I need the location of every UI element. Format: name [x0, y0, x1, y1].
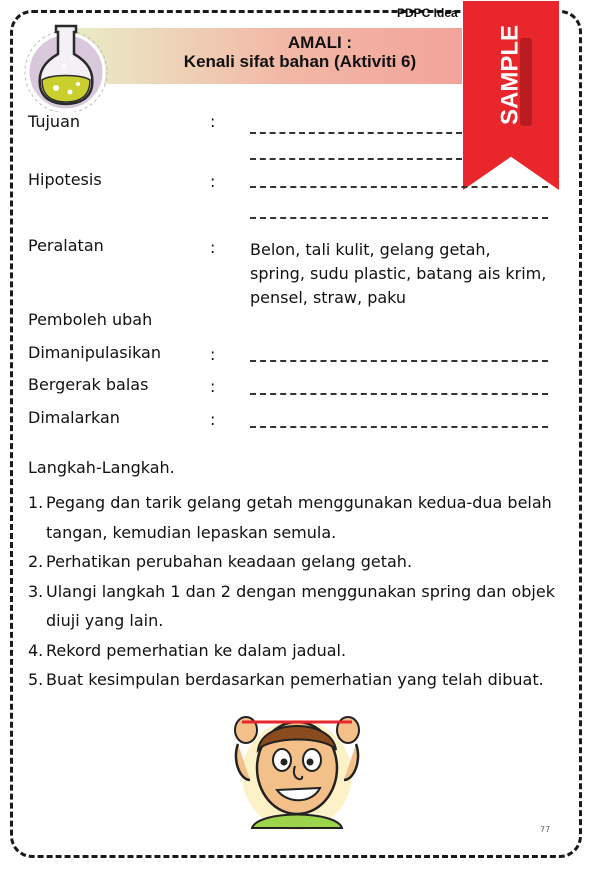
banner-subtitle: Kenali sifat bahan (Aktiviti 6) — [183, 52, 417, 71]
peralatan-colon: : — [210, 238, 216, 257]
hipotesis-label: Hipotesis — [28, 170, 102, 189]
sample-watermark: SAMPLE — [496, 24, 524, 126]
bergerak-balas-colon: : — [210, 377, 216, 396]
tujuan-line-1[interactable] — [250, 132, 462, 134]
dimalarkan-colon: : — [210, 410, 216, 429]
peralatan-label: Peralatan — [28, 236, 104, 255]
dimanipulasikan-colon: : — [210, 345, 216, 364]
list-item: 5. Buat kesimpulan berdasarkan pemerhatian yang telah dibuat. — [28, 670, 544, 689]
tujuan-colon: : — [210, 112, 216, 131]
bergerak-balas-line[interactable] — [250, 393, 548, 395]
page-number: 77 — [540, 825, 551, 834]
dimanipulasikan-label: Dimanipulasikan — [28, 343, 161, 362]
steps-list — [28, 488, 573, 695]
banner-title: AMALI : — [287, 33, 353, 52]
bergerak-balas-label: Bergerak balas — [28, 375, 149, 394]
peralatan-value: Belon, tali kulit, gelang getah, spring, sudu plastic, batang ais krim, pensel, straw, paku — [250, 240, 547, 307]
dimalarkan-label: Dimalarkan — [28, 408, 120, 427]
list-item: 4. Rekord pemerhatian ke dalam jadual. — [28, 640, 347, 660]
pemboleh-ubah-label: Pemboleh ubah — [28, 310, 153, 329]
tujuan-label: Tujuan — [28, 112, 81, 131]
list-item: 1. Pegang dan tarik gelang getah menggunakan kedua-dua belah tangan, kemudian lepaskan semula. — [28, 493, 552, 542]
tujuan-line-2[interactable] — [250, 158, 462, 160]
dimalarkan-line[interactable] — [250, 426, 548, 428]
publisher-text: PDPC Idea — [397, 6, 458, 20]
list-item: 2. Perhatikan perubahan keadaan gelang getah. — [28, 552, 413, 571]
boy-stretching-band-illustration — [222, 700, 372, 830]
hipotesis-colon: : — [210, 172, 216, 191]
list-item: 3. Ulangi langkah 1 dan 2 dengan menggunakan spring dan objek diuji yang lain. — [28, 581, 555, 630]
flask-icon — [24, 12, 108, 112]
steps-title: Langkah-Langkah. — [28, 458, 175, 477]
hipotesis-line-2[interactable] — [250, 217, 548, 219]
hipotesis-line-1[interactable] — [250, 186, 548, 188]
dimanipulasikan-line[interactable] — [250, 360, 548, 362]
sample-ribbon — [462, 0, 560, 195]
